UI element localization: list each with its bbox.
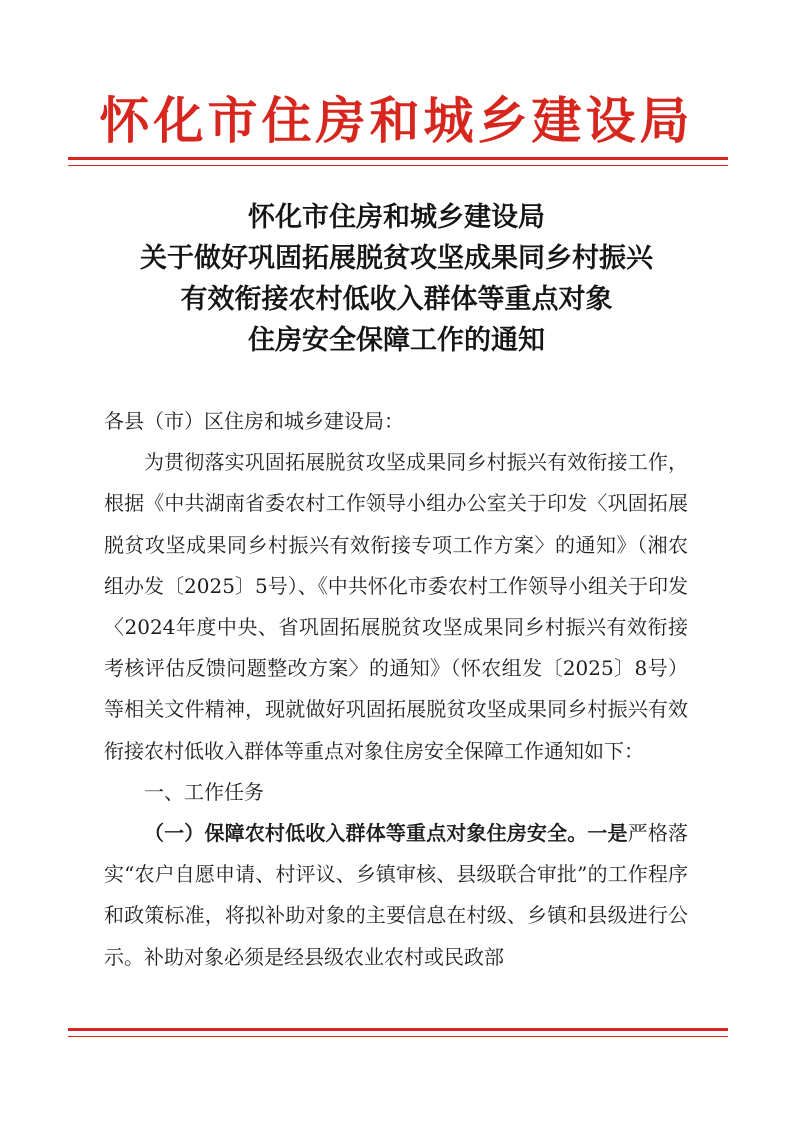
footer-red-rule-thick	[68, 1028, 728, 1031]
title-line-3: 有效衔接农村低收入群体等重点对象	[180, 284, 613, 315]
salutation: 各县（市）区住房和城乡建设局：	[104, 409, 404, 433]
title-line-1: 怀化市住房和城乡建设局	[248, 202, 545, 233]
footer-red-rule-thin	[68, 1036, 728, 1037]
title-line-4: 住房安全保障工作的通知	[248, 325, 545, 356]
subsection-lead: （一）保障农村低收入群体等重点对象住房安全。一是	[144, 821, 628, 846]
document-title	[60, 197, 733, 361]
intro-paragraph: 为贯彻落实巩固拓展脱贫攻坚成果同乡村振兴有效衔接工作，根据《中共湖南省委农村工作领导小组办公室关于印发〈巩固拓展脱贫攻坚成果同乡村振兴有效衔接专项工作方案〉的通知》（湘农组办发〔2025〕5号）、《中共怀化市委农村工作领导小组关于印发〈2024年度中央、省巩固拓展脱贫攻坚成果同乡村振兴有效衔接考核评估反馈问题整改方案〉的通知》（怀农组发〔2025〕8号）等相关文件精神，现就做好巩固拓展脱贫攻坚成果同乡村振兴有效衔接农村低收入群体等重点对象住房安全保障工作通知如下：	[104, 450, 688, 763]
subsection-paragraph	[104, 813, 688, 978]
document-body	[104, 401, 688, 978]
section-heading: 一、工作任务	[144, 779, 264, 804]
issuing-organization-header: 怀化市住房和城乡建设局	[99, 92, 694, 150]
header-red-rule-thin	[68, 165, 728, 166]
subsection-text: 严格落实“农户自愿申请、村评议、乡镇审核、县级联合审批”的工作程序和政策标准，将拟补助对象的主要信息在村级、乡镇和县级进行公示。补助对象必须是经县级农业农村或民政部	[104, 821, 689, 969]
title-line-2: 关于做好巩固拓展脱贫攻坚成果同乡村振兴	[140, 243, 653, 274]
header-red-rule-thick	[68, 157, 728, 160]
